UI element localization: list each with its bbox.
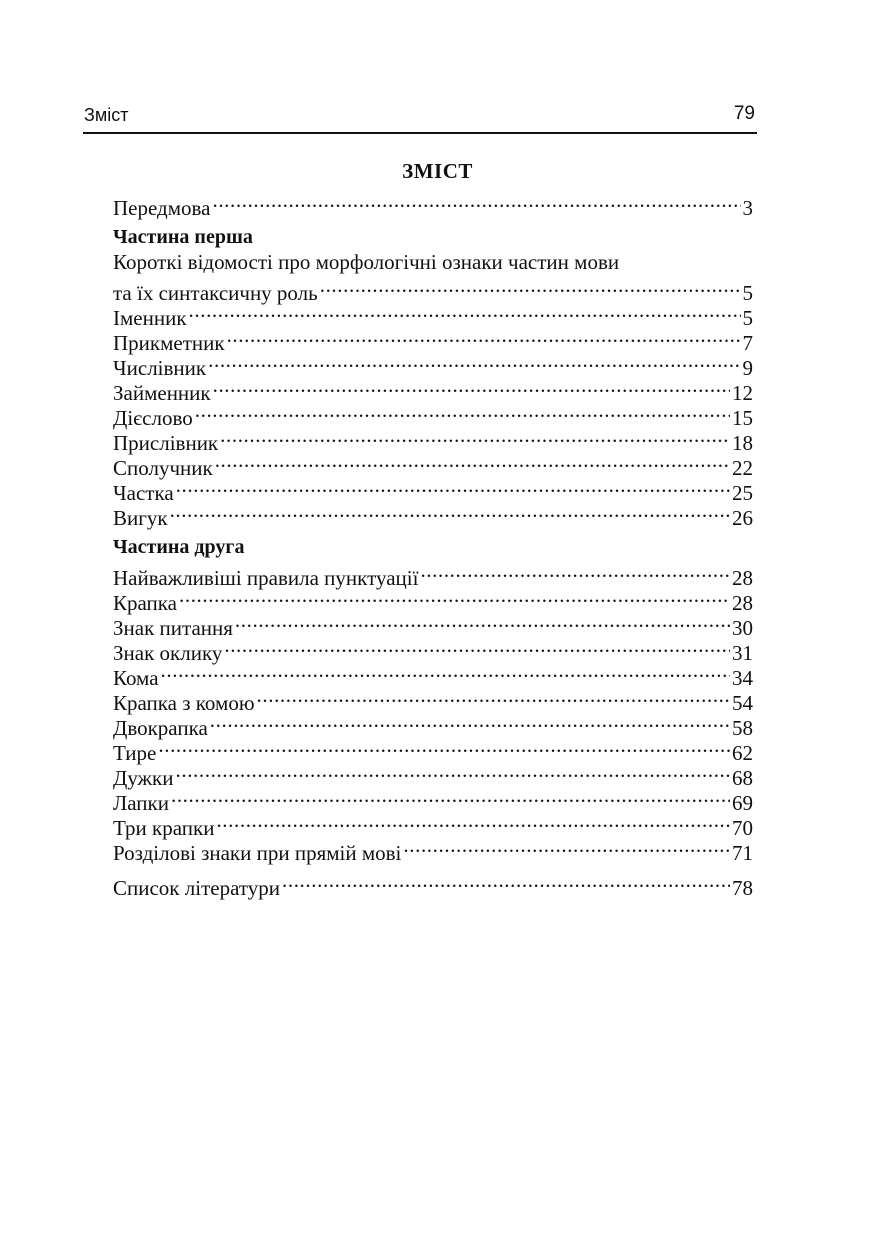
dot-leader xyxy=(215,450,730,475)
toc-entry-label: Числівник xyxy=(113,356,207,380)
dot-leader xyxy=(189,300,741,325)
toc-entry-label[interactable]: Короткі відомості про морфологічні ознаки частин мови xyxy=(113,250,620,274)
page-number: 79 xyxy=(733,103,755,124)
toc-entry-label: Прикметник xyxy=(113,331,225,355)
toc-entry-label: Частка xyxy=(113,481,174,505)
toc-entry[interactable] xyxy=(113,500,753,530)
dot-leader xyxy=(220,425,730,450)
toc-entry-page: 34 xyxy=(732,666,753,690)
dot-leader xyxy=(235,610,730,635)
toc-entry-page: 30 xyxy=(732,616,753,640)
part2-heading: Частина друга xyxy=(113,536,245,558)
dot-leader xyxy=(257,685,730,710)
toc-entry-label: Тире xyxy=(113,741,157,765)
toc-entry-page: 7 xyxy=(742,331,753,355)
toc-entry-page: 18 xyxy=(732,431,753,455)
toc-entry-page: 25 xyxy=(732,481,753,505)
toc-entry-morphology[interactable] xyxy=(113,275,753,305)
toc-entry-label: Три крапки xyxy=(113,816,215,840)
dot-leader xyxy=(213,375,730,400)
toc-entry[interactable] xyxy=(113,710,753,740)
toc-entry-label: Лапки xyxy=(113,791,169,815)
toc-entry-page: 12 xyxy=(732,381,753,405)
toc-entry-label: Кома xyxy=(113,666,159,690)
dot-leader xyxy=(179,585,730,610)
toc-entry-label: Іменник xyxy=(113,306,187,330)
toc-entry-bibliography[interactable] xyxy=(113,870,753,900)
toc-entry[interactable] xyxy=(113,400,753,430)
toc-entry[interactable] xyxy=(113,810,753,840)
toc-entry-label: Найважливіші правила пунктуації xyxy=(113,566,419,590)
toc-entry-label: Знак питання xyxy=(113,616,233,640)
toc-title: ЗМІСТ xyxy=(402,159,473,183)
toc-entry-page: 15 xyxy=(732,406,753,430)
toc-entry-page: 62 xyxy=(732,741,753,765)
table-of-contents xyxy=(113,190,753,900)
toc-entry[interactable] xyxy=(113,610,753,640)
toc-entry-intro[interactable] xyxy=(113,190,753,220)
toc-entry-label: Дужки xyxy=(113,766,174,790)
running-head xyxy=(83,103,756,127)
dot-leader xyxy=(282,870,730,895)
header-rule xyxy=(83,132,757,134)
toc-entry[interactable] xyxy=(113,760,753,790)
toc-entry-page: 3 xyxy=(742,196,753,220)
dot-leader xyxy=(212,190,740,215)
toc-entry-label: Список літератури xyxy=(113,876,280,900)
running-head-section: Зміст xyxy=(84,105,129,125)
dot-leader xyxy=(320,275,741,300)
dot-leader xyxy=(227,325,741,350)
dot-leader xyxy=(210,710,730,735)
toc-entry-page: 78 xyxy=(732,876,753,900)
toc-entry[interactable] xyxy=(113,475,753,505)
toc-entry-page: 54 xyxy=(732,691,753,715)
toc-entry-page: 26 xyxy=(732,506,753,530)
toc-entry-page: 5 xyxy=(742,281,753,305)
dot-leader xyxy=(224,635,730,660)
toc-entry-label: Сполучник xyxy=(113,456,213,480)
toc-entry[interactable] xyxy=(113,685,753,715)
dot-leader xyxy=(158,735,730,760)
toc-entry-label: Крапка з комою xyxy=(113,691,255,715)
toc-entry-label: Двокрапка xyxy=(113,716,208,740)
toc-entry-label: Вигук xyxy=(113,506,168,530)
toc-entry[interactable] xyxy=(113,375,753,405)
toc-entry-page: 28 xyxy=(732,566,753,590)
toc-entry-label: Знак оклику xyxy=(113,641,223,665)
toc-entry-label: Прислівник xyxy=(113,431,219,455)
dot-leader xyxy=(176,760,731,785)
toc-entry-label: Розділові знаки при прямій мові xyxy=(113,841,402,865)
toc-entry[interactable] xyxy=(113,350,753,380)
toc-entry-page: 69 xyxy=(732,791,753,815)
toc-entry[interactable] xyxy=(113,325,753,355)
toc-entry-page: 9 xyxy=(742,356,753,380)
dot-leader xyxy=(161,660,730,685)
toc-entry-label: Займенник xyxy=(113,381,211,405)
toc-entry-page: 68 xyxy=(732,766,753,790)
toc-entry[interactable] xyxy=(113,660,753,690)
toc-entry-page: 5 xyxy=(742,306,753,330)
toc-entry-page: 22 xyxy=(732,456,753,480)
dot-leader xyxy=(176,475,730,500)
toc-entry-label: Передмова xyxy=(113,196,211,220)
dot-leader xyxy=(208,350,740,375)
toc-entry-page: 58 xyxy=(732,716,753,740)
toc-entry[interactable] xyxy=(113,560,753,590)
toc-entry[interactable] xyxy=(113,735,753,765)
dot-leader xyxy=(216,810,730,835)
toc-entry[interactable] xyxy=(113,300,753,330)
part1-heading: Частина перша xyxy=(113,226,253,248)
dot-leader xyxy=(171,785,730,810)
toc-entry-label: Крапка xyxy=(113,591,177,615)
toc-entry[interactable] xyxy=(113,785,753,815)
toc-entry[interactable] xyxy=(113,425,753,455)
toc-entry-page: 71 xyxy=(732,841,753,865)
dot-leader xyxy=(195,400,730,425)
toc-entry-label: Дієслово xyxy=(113,406,193,430)
toc-entry-page: 31 xyxy=(732,641,753,665)
toc-entry-page: 70 xyxy=(732,816,753,840)
toc-entry[interactable] xyxy=(113,585,753,615)
dot-leader xyxy=(403,835,730,860)
toc-entry-page: 28 xyxy=(732,591,753,615)
dot-leader xyxy=(420,560,730,585)
toc-entry-label: та їх синтаксичну роль xyxy=(113,281,318,305)
dot-leader xyxy=(170,500,730,525)
